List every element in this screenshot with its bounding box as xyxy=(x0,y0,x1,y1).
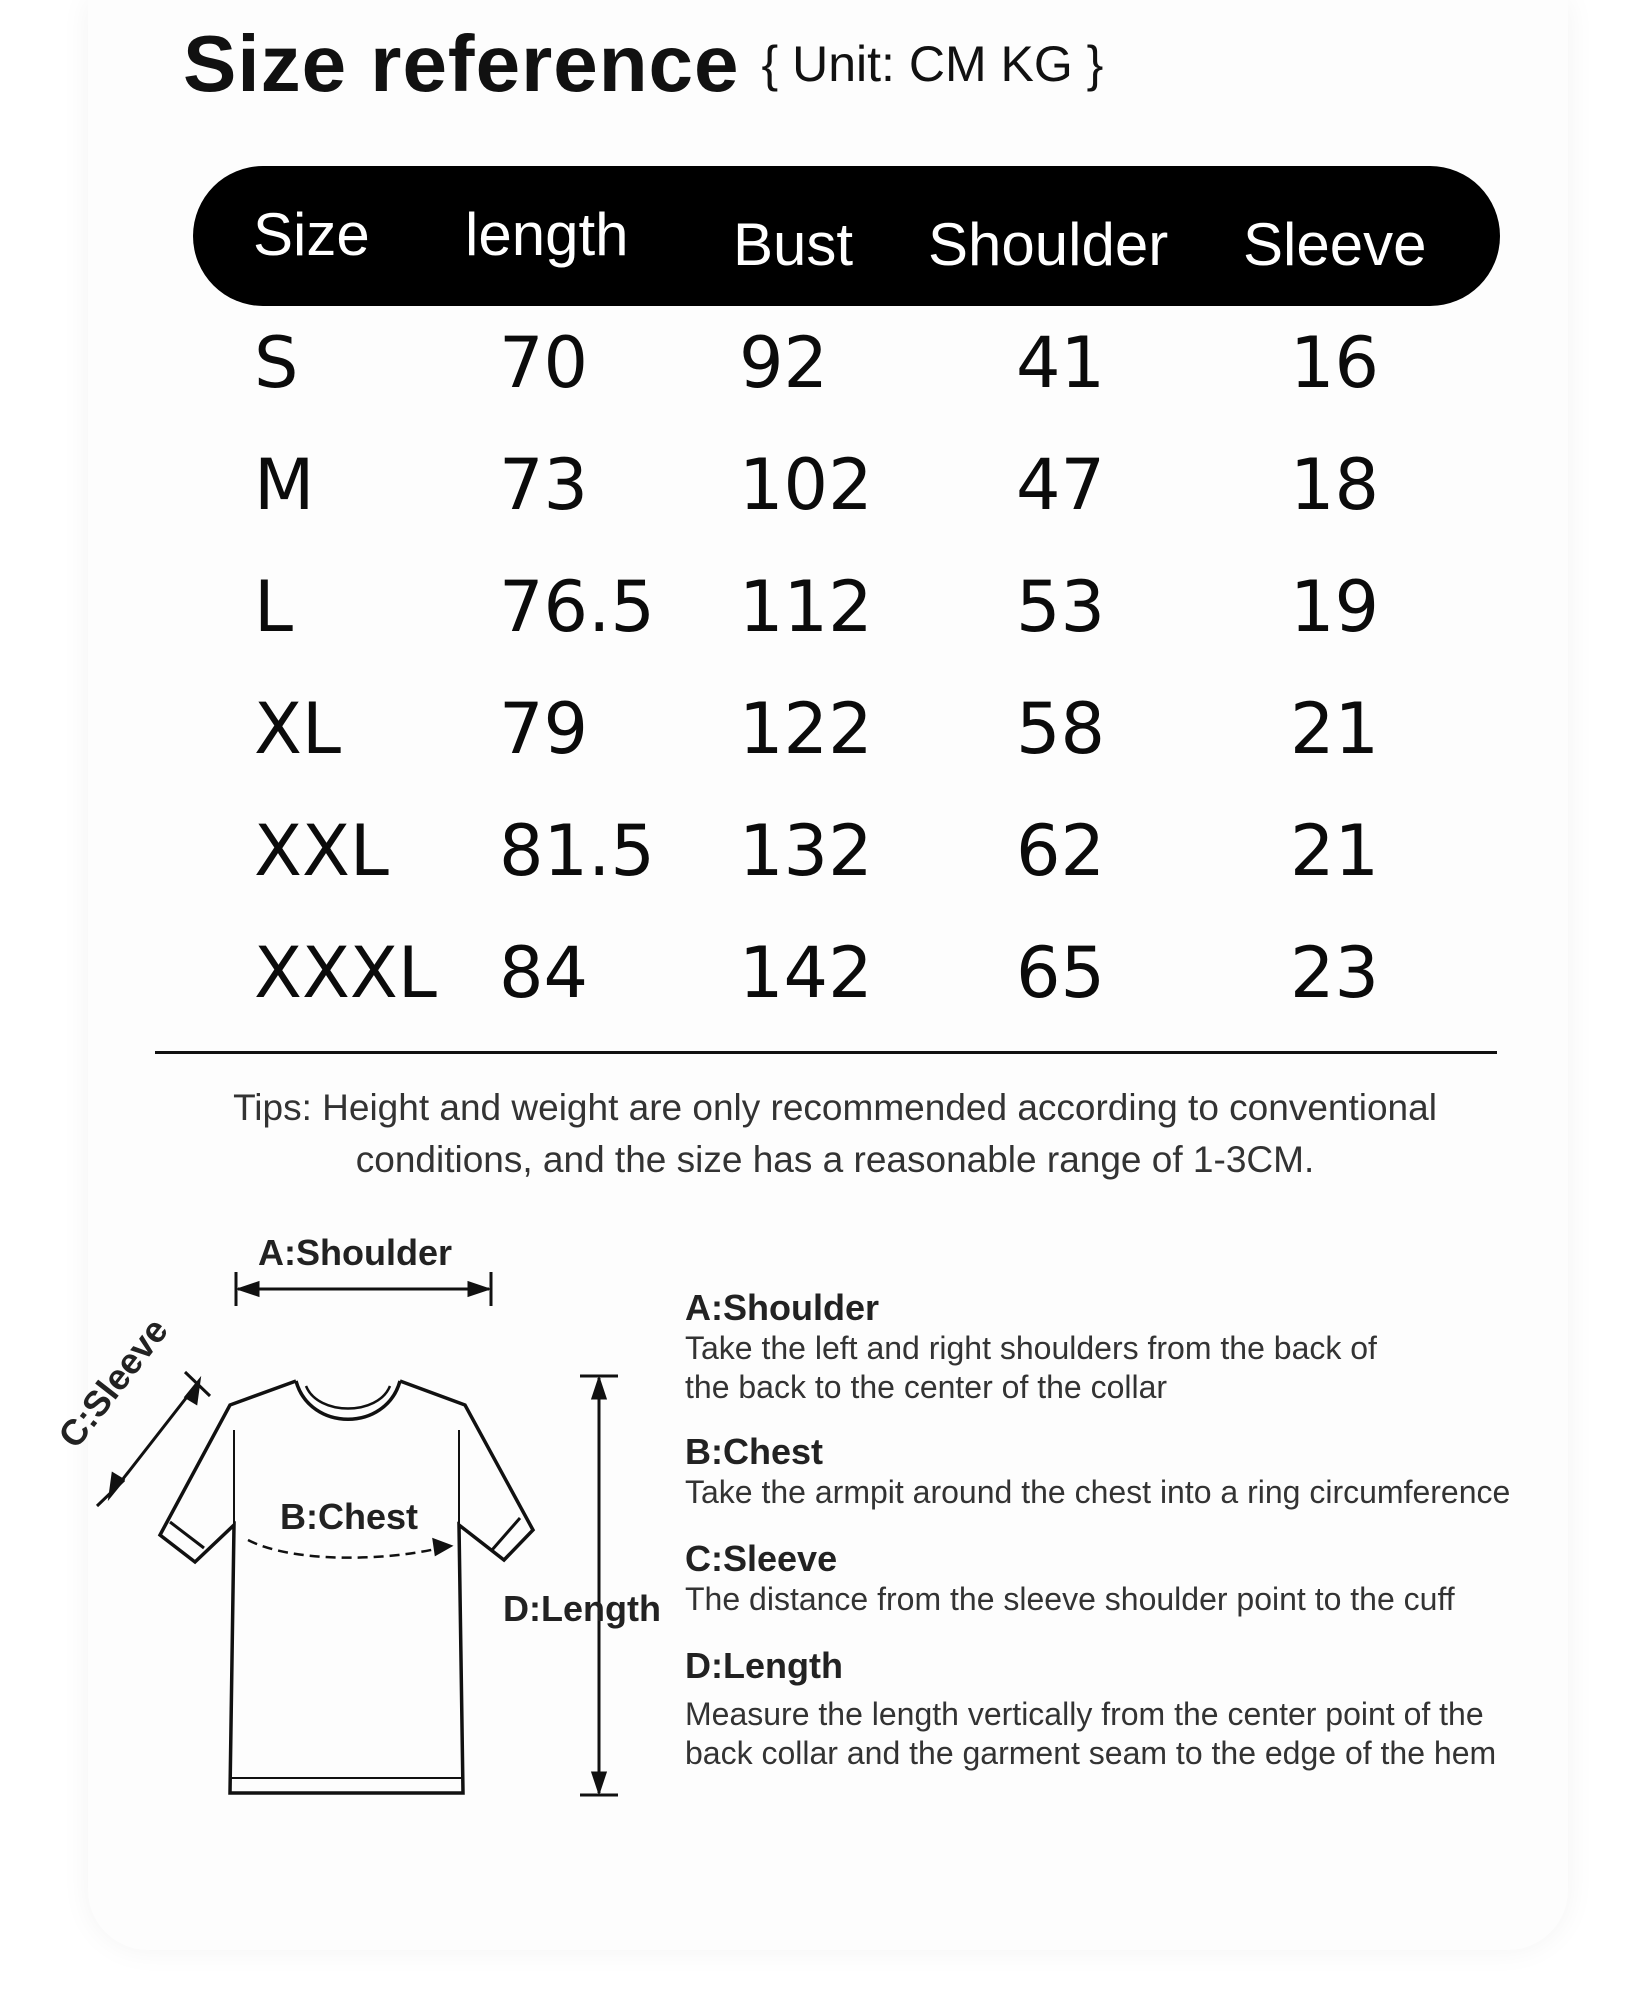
tips-line-1: Tips: Height and weight are only recommended according to conventional xyxy=(233,1087,1437,1128)
tips-line-2: conditions, and the size has a reasonable range of 1-3CM. xyxy=(355,1139,1315,1180)
cell-size: M xyxy=(254,444,315,526)
definition-title: B:Chest xyxy=(685,1431,824,1472)
cell-sleeve: 21 xyxy=(1290,688,1380,770)
column-header-shoulder: Shoulder xyxy=(928,211,1169,278)
title-block xyxy=(183,18,1103,110)
definition-sleeve xyxy=(685,1538,1585,1619)
table-row xyxy=(0,322,1644,442)
definition-line: back collar and the garment seam to the edge of the hem xyxy=(685,1735,1497,1771)
definition-title: C:Sleeve xyxy=(685,1538,838,1579)
cell-shoulder: 58 xyxy=(1016,688,1106,770)
cell-sleeve: 16 xyxy=(1290,322,1380,404)
definition-chest xyxy=(685,1431,1585,1512)
definition-line: The distance from the sleeve shoulder point to the cuff xyxy=(685,1581,1455,1617)
cell-shoulder: 62 xyxy=(1016,810,1106,892)
table-divider xyxy=(155,1051,1497,1054)
unit-label: { Unit: CM KG } xyxy=(761,36,1104,92)
column-header-bust: Bust xyxy=(733,211,854,278)
shoulder-label: A:Shoulder xyxy=(258,1232,452,1273)
cell-size: S xyxy=(254,322,299,404)
definition-line: the back to the center of the collar xyxy=(685,1369,1168,1405)
column-header-size: Size xyxy=(253,201,370,268)
cell-length: 76.5 xyxy=(499,566,655,648)
cell-bust: 132 xyxy=(739,810,873,892)
cell-shoulder: 41 xyxy=(1016,322,1106,404)
cell-length: 79 xyxy=(499,688,589,770)
tips-note xyxy=(160,1082,1510,1186)
definition-shoulder xyxy=(685,1287,1585,1407)
table-row xyxy=(0,566,1644,686)
table-row xyxy=(0,932,1644,1052)
cell-length: 81.5 xyxy=(499,810,655,892)
table-row xyxy=(0,688,1644,808)
measurement-definitions xyxy=(685,1287,1585,1773)
cell-sleeve: 18 xyxy=(1290,444,1380,526)
cell-sleeve: 19 xyxy=(1290,566,1380,648)
definition-line: Take the armpit around the chest into a ring circumference xyxy=(685,1474,1511,1510)
definition-length xyxy=(685,1645,1585,1773)
definition-line: Take the left and right shoulders from the back of xyxy=(685,1330,1377,1366)
cell-size: XXL xyxy=(254,810,389,892)
cell-bust: 142 xyxy=(739,932,873,1014)
cell-length: 84 xyxy=(499,932,589,1014)
definition-line: Measure the length vertically from the center point of the xyxy=(685,1696,1484,1732)
cell-sleeve: 23 xyxy=(1290,932,1380,1014)
cell-bust: 92 xyxy=(739,322,829,404)
cell-size: XL xyxy=(254,688,341,770)
column-header-length: length xyxy=(465,201,629,268)
cell-length: 70 xyxy=(499,322,589,404)
cell-size: L xyxy=(254,566,293,648)
table-row xyxy=(0,810,1644,930)
column-header-sleeve: Sleeve xyxy=(1243,211,1427,278)
cell-bust: 102 xyxy=(739,444,873,526)
cell-shoulder: 53 xyxy=(1016,566,1106,648)
cell-shoulder: 47 xyxy=(1016,444,1106,526)
chest-label: B:Chest xyxy=(280,1496,419,1537)
page-title: Size reference xyxy=(183,19,740,108)
definition-title: D:Length xyxy=(685,1645,843,1686)
table-row xyxy=(0,444,1644,564)
table-header-bar xyxy=(193,166,1500,306)
cell-sleeve: 21 xyxy=(1290,810,1380,892)
definition-title: A:Shoulder xyxy=(685,1287,879,1328)
cell-length: 73 xyxy=(499,444,589,526)
cell-bust: 112 xyxy=(739,566,873,648)
tshirt-diagram xyxy=(0,1200,700,1820)
length-label: D:Length xyxy=(503,1588,661,1629)
cell-size: XXXL xyxy=(254,932,437,1014)
sleeve-label: C:Sleeve xyxy=(50,1310,176,1456)
cell-bust: 122 xyxy=(739,688,873,770)
cell-shoulder: 65 xyxy=(1016,932,1106,1014)
